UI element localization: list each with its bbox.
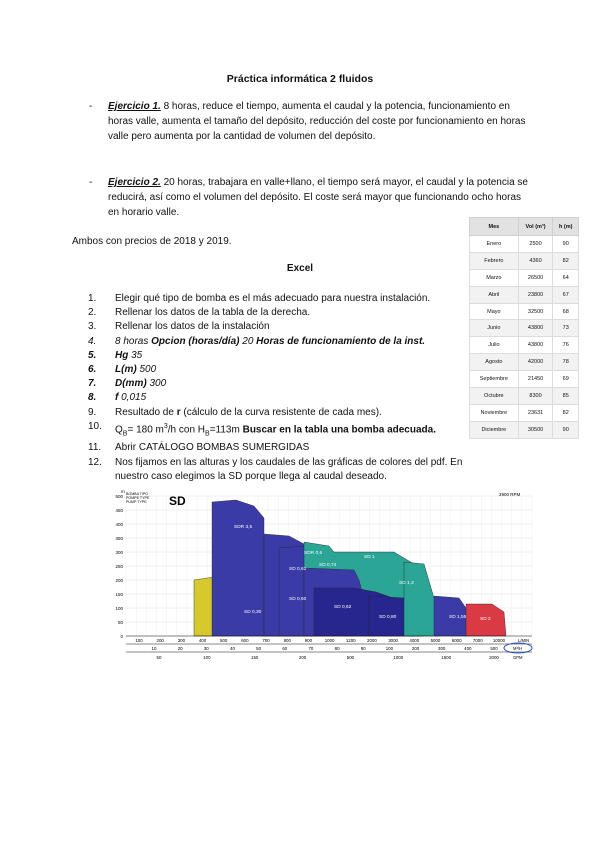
exercise-2-label: Ejercicio 2. [108,177,161,188]
step-part: Opcion (horas/día) [151,335,240,347]
y-tick-label: 100 [115,606,123,611]
pump-family-label: SD 1,3 [399,581,414,586]
step-number: 12. [88,456,102,468]
y-tick-label: 0 [120,634,123,639]
x-tick-label-m3h: 30 [203,646,209,651]
x-unit-label-m3h: M³/H [513,646,523,651]
x-tick-label-m3h: 70 [308,646,314,651]
step-part: (cálculo de la curva resistente de cada mes). [180,406,382,418]
table-cell: Febrero [470,252,519,269]
table-cell: Marzo [470,269,519,286]
step-part: 20 [239,335,257,347]
bullet-dash: - [89,101,93,112]
x-tick-label-gpm: 1000 [393,655,404,660]
pump-family-label: SDR 3,5 [234,525,253,530]
step-text [115,335,425,349]
table-row [470,286,579,303]
table-cell: Noviembre [470,404,519,421]
exercise-1 [108,99,528,144]
x-tick-label-m3h: 50 [256,646,262,651]
x-tick-label-m3h: 100 [385,646,394,651]
table-cell: Julio [470,337,519,354]
table-cell: 2500 [518,236,553,253]
table-row [470,421,579,438]
exercise-2 [108,175,528,220]
pump-family-label: SD 0,80 [379,615,397,620]
table-row [470,303,579,320]
steps-list [88,292,468,484]
table-cell: Junio [470,320,519,337]
x-tick-label: 1000 [324,638,335,643]
pump-catalog-chart [114,488,534,664]
step-text [115,406,382,420]
y-tick-label: 400 [115,522,123,527]
pump-region-teal [404,562,439,636]
table-cell: 23631 [518,404,553,421]
table-cell: 32500 [518,303,553,320]
step-part: Hg [115,349,129,361]
table-cell: Abril [470,286,519,303]
list-item [88,441,468,455]
list-item [88,456,468,484]
step-part: L(m) [115,364,137,376]
pump-family-label: SD 0,30 [244,610,262,615]
step-part: Horas de funcionamiento de la inst. [256,335,426,347]
step-part: 300 [146,378,167,390]
step-part: 35 [128,349,143,361]
bullet-dash: - [89,177,93,188]
y-tick-label: 200 [115,578,123,583]
y-tick-label: 250 [115,564,123,569]
x-tick-label: 6000 [451,638,462,643]
pump-family-label: SD 1 [364,555,375,560]
step-part: r [176,406,181,418]
step-number: 9. [88,406,97,418]
pump-family-label: SD 1,55 [449,615,467,620]
table-cell: 23800 [518,286,553,303]
step-text: Abrir CATÁLOGO BOMBAS SUMERGIDAS [115,442,310,454]
list-item [88,406,468,420]
table-cell: 43800 [518,337,553,354]
step-number: 4. [88,335,97,347]
page-title: Práctica informática 2 fluidos [226,73,374,85]
table-cell: Septiembre [470,371,519,388]
x-tick-label: 800 [283,638,291,643]
step-text [115,377,166,391]
pump-family-label: SDR 0,6 [304,551,323,556]
pump-region-purple [212,500,264,636]
table-cell: 90 [553,236,579,253]
step-part: 8 horas [115,335,152,347]
x-tick-label-gpm: 100 [203,655,211,660]
step-part: Resultado de [115,406,177,418]
x-tick-label-m3h: 80 [334,646,340,651]
table-header-cell: h (m) [553,218,579,236]
step-number: 6. [88,364,97,376]
x-tick-label: 100 [135,638,143,643]
pump-family-label: SD 0,62 [289,567,307,572]
table-cell: 43800 [518,320,553,337]
table-cell: 82 [553,252,579,269]
table-cell: Diciembre [470,421,519,438]
table-cell: 26500 [518,269,553,286]
exercise-1-label: Ejercicio 1. [108,101,161,112]
x-tick-label-m3h: 20 [177,646,183,651]
y-tick-label: 350 [115,536,123,541]
x-tick-label-gpm: 150 [251,655,259,660]
table-row [470,269,579,286]
x-tick-label-m3h: 300 [438,646,446,651]
step-text: Elegir qué tipo de bomba es el más adecuado para nuestra instalación. [115,293,431,304]
table-cell: 30500 [518,421,553,438]
step-part: 0,015 [118,392,147,404]
rpm-label: 2900 RPM [499,492,521,497]
x-tick-label: 500 [220,638,228,643]
table-cell: 82 [553,404,579,421]
table-row [470,337,579,354]
x-tick-label-gpm: 500 [346,655,355,660]
table-row [470,320,579,337]
list-item [88,335,468,349]
step-part: 3 [163,422,168,430]
x-tick-label-m3h: 200 [411,646,420,651]
step-number: 1. [88,293,97,304]
table-row [470,404,579,421]
x-unit-label-gpm: GPM [513,655,523,660]
x-tick-label: 300 [177,638,186,643]
step-text [115,391,146,405]
x-tick-label: 700 [262,638,270,643]
step-number: 8. [88,392,97,404]
table-cell: 76 [553,337,579,354]
x-tick-label-m3h: 10 [151,646,157,651]
x-tick-label: 1200 [345,638,356,643]
table-row [470,236,579,253]
table-cell: 64 [553,269,579,286]
table-cell: 90 [553,421,579,438]
table-cell: 69 [553,371,579,388]
table-cell: Enero [470,236,519,253]
prices-note: Ambos con precios de 2018 y 2019. [72,236,232,247]
step-text: Rellenar los datos de la instalación [115,321,270,333]
x-unit-label: L/MIN [518,638,530,643]
chart-brand: SD [169,494,186,508]
table-header-cell: Mes [470,218,519,236]
step-text: Rellenar los datos de la tabla de la derecha. [115,307,311,319]
table-cell: Octubre [470,388,519,405]
table-row [470,371,579,388]
list-item [88,377,468,391]
exercise-1-text: 8 horas, reduce el tiempo, aumenta el caudal y la potencia, funcionamiento en horas valle, aumenta el tamaño del depósito, reducción del coste por funcionamiento en horas valle pero aumenta por la cantidad de volumen del depósito. [108,101,526,142]
list-item [88,320,468,334]
table-row [470,388,579,405]
x-tick-label-m3h: 90 [360,646,366,651]
step-text [115,349,142,363]
month-table [469,217,579,439]
list-item [88,349,468,363]
step-part: =113m [209,424,243,436]
step-number: 5. [88,349,97,361]
step-number: 3. [88,321,97,333]
step-part: B [122,430,128,438]
x-tick-label: 600 [241,638,249,643]
table-cell: 73 [553,320,579,337]
pump-family-label: SD 0,74 [319,563,337,568]
list-item [88,363,468,377]
step-number: 2. [88,307,97,319]
x-tick-label-m3h: 500 [490,646,498,651]
step-part: 500 [136,364,157,376]
x-tick-label: 2000 [367,638,377,643]
step-part: B [205,430,210,438]
pump-family-label: SD 0,62 [334,605,352,610]
y-tick-label: 450 [115,508,123,513]
x-tick-label-m3h: 60 [282,646,288,651]
x-tick-label-gpm: 200 [298,655,307,660]
chart-header-line: PUMP TYPE [126,500,147,504]
table-cell: 42000 [518,354,553,371]
step-part: Q [115,424,123,436]
pump-family-label: SD 2 [480,617,491,622]
step-part: /h con H [167,424,206,436]
chart-header-line: BOMBA TIPO [126,492,149,496]
x-tick-label: 7000 [472,638,483,643]
x-tick-label: 3000 [388,638,399,643]
table-cell: 8300 [518,388,553,405]
x-tick-label: 900 [304,638,313,643]
x-tick-label: 400 [198,638,207,643]
table-cell: 85 [553,388,579,405]
y-unit-label: m [121,489,125,494]
table-row [470,354,579,371]
list-item [88,420,468,442]
table-cell: 68 [553,303,579,320]
pump-family-label: SD 0,60 [289,597,307,602]
step-text: Nos fijamos en las alturas y los caudales de las gráficas de colores del pdf. En nuestro caso elegimos la SD porque llega al caudal deseado. [115,456,463,482]
step-part: D(mm) [115,378,147,390]
y-tick-label: 50 [117,620,123,625]
exercise-2-text: 20 horas, trabajara en valle+llano, el tiempo será mayor, el caudal y la potencia se reducirá, así como el volumen del depósito. El coste será mayor que funcionando ocho horas en horario valle. [108,177,528,218]
list-item [88,391,468,405]
section-title: Excel [286,263,314,274]
x-tick-label: 10000 [492,638,506,643]
table-cell: Mayo [470,303,519,320]
step-part: = 180 m [127,424,164,436]
x-tick-label-gpm: 1500 [441,655,452,660]
y-tick-label: 500 [115,494,123,499]
x-tick-label-gpm: 50 [156,655,162,660]
step-text [115,420,436,442]
table-cell: 4360 [518,252,553,269]
table-cell: 78 [553,354,579,371]
y-tick-label: 300 [115,550,123,555]
step-part: f [115,392,119,404]
step-number: 11. [88,442,102,454]
x-tick-label: 4000 [409,638,420,643]
x-tick-label-m3h: 400 [464,646,472,651]
step-text [115,363,156,377]
x-tick-label-gpm: 2000 [489,655,499,660]
x-tick-label: 200 [156,638,164,643]
table-cell: 21450 [518,371,553,388]
step-part: Buscar en la tabla una bomba adecuada. [242,424,436,436]
x-tick-label-m3h: 40 [230,646,235,651]
step-number: 10. [88,420,102,432]
step-number: 7. [88,378,97,390]
chart-header-line: POMPE TYPE [126,496,150,500]
y-tick-label: 150 [115,592,123,597]
list-item [88,292,468,306]
table-header-cell: Vol (m³) [518,218,553,236]
table-cell: Agosto [470,354,519,371]
pump-chart-svg [114,488,534,664]
month-table-wrap [469,217,579,439]
list-item [88,306,468,320]
table-cell: 67 [553,286,579,303]
table-row [470,252,579,269]
x-tick-label: 5000 [430,638,441,643]
